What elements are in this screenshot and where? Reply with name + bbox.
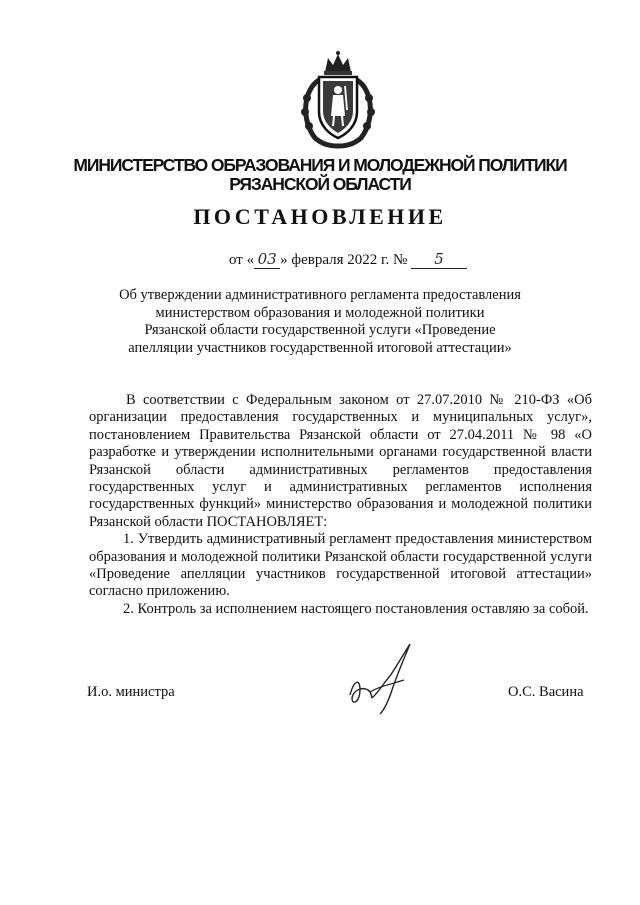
date-number-line (229, 250, 467, 269)
document-type-title: ПОСТАНОВЛЕНИЕ (193, 204, 447, 229)
subject-line: министерством образования и молодежной политики (155, 304, 485, 321)
subject-line: Рязанской области государственной услуги «Проведение (144, 322, 496, 338)
document-subject (90, 287, 550, 357)
coat-of-arms-emblem (295, 50, 381, 150)
signatory-name: О.С. Васина (508, 684, 584, 700)
handwritten-signature (340, 640, 440, 720)
subject-line: апелляции участников государственной итоговой аттестации» (128, 339, 512, 356)
ministry-name-line2: РЯЗАНСКОЙ ОБЛАСТИ (229, 174, 411, 194)
subject-line: Об утверждении административного регламента предоставления (119, 287, 521, 303)
document-number-handwritten: 5 (411, 250, 467, 269)
date-day-handwritten: 03 (254, 250, 280, 269)
document-body (89, 392, 592, 618)
resolution-item-1: 1. Утвердить административный регламент предоставления министерством образования и молодежной политики Рязанской области государственной услуги «Проведение апелляции участников государственной итоговой аттестации» согласно приложению. (89, 531, 592, 600)
ministry-name-line1: МИНИСТЕРСТВО ОБРАЗОВАНИЯ И МОЛОДЕЖНОЙ ПОЛИТИКИ (73, 155, 567, 175)
date-middle: » февраля 2022 г. № (280, 252, 408, 268)
date-prefix: от « (229, 252, 255, 268)
resolution-item-2: 2. Контроль за исполнением настоящего постановления оставляю за собой. (123, 600, 589, 617)
preamble-paragraph: В соответствии с Федеральным законом от 27.07.2010 № 210-ФЗ «Об организации предоставления государственных и муниципальных услуг», постановлением Правительства Рязанской области от 27.04.2011 № 98 «О разработке и утверждении исполнительными органами государственной власти Рязанской области административных регламентов предоставления государственных услуг и административных регламентов исполнения государственных функций» министерство образования и молодежной политики Рязанской области ПОСТАНОВЛЯЕТ: (89, 392, 592, 530)
signatory-role: И.о. министра (87, 684, 175, 700)
